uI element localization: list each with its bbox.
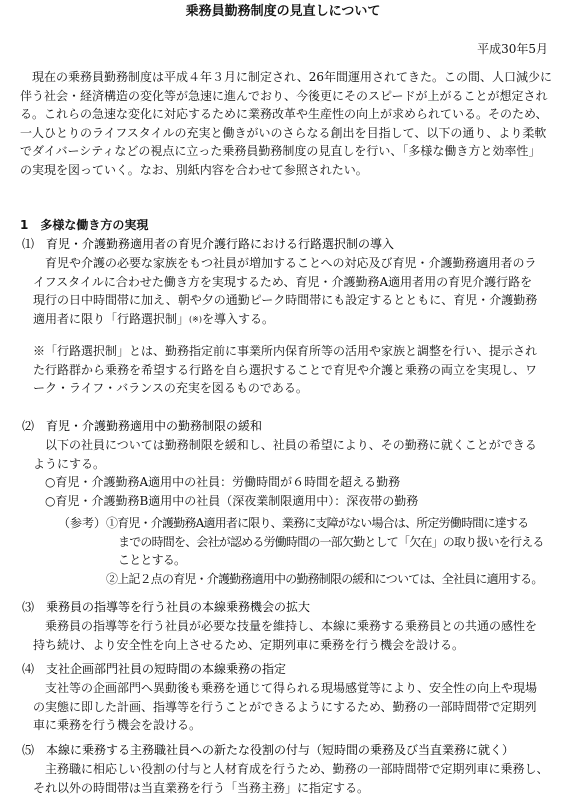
intro-line: でダイバーシティなどの視点に立った乗務員勤務制度の見直しを行い、「多様な働き方と効率性」 [20,144,541,159]
reference-line: までの時間を、会社が認める労働時間の一部欠勤として「欠在」の取り扱いを行える [118,534,544,549]
intro-line: 伴う社会・経済構造の変化等が急速に進んでおり、今後更にそのスピードが上がることが想定され [20,88,548,103]
item-heading-2: ⑵ 育児・介護勤務適用中の勤務制限の緩和 [22,419,263,433]
document-title: 乗務員勤務制度の見直しについて [185,4,381,19]
intro-line: の実現を図っていく。なお、別紙内容を合わせて参照されたい。 [20,162,368,177]
item-heading-5: ⑸ 本線に乗務する主務職社員への新たな役割の付与（短時間の乗務及び当直業務に就く） [22,743,515,757]
body-line: それ以外の時間帯は当直業務を行う「当務主務」に指定する。 [33,780,370,795]
item-body-1 [33,254,537,328]
note-line: た行路群から乗務を希望する行路を自ら選択することで育児や介護と乗務の両立を実現し、ワ [33,362,538,377]
document-date: 平成30年5月 [477,42,548,56]
body-line: 持ち続け、より安全性を向上させるため、定期列車に乗務を行う機会を設ける。 [33,637,465,652]
body-line: 主務職に相応しい役割の付与と人材育成を行うため、勤務の一部時間帯で定期列車に乗務し、 [45,762,549,776]
body-text: 適用者に限り「行路選択制」 [33,311,190,326]
bullet-list [45,473,418,510]
item-body-4 [33,679,537,735]
intro-line: 現在の乗務員勤務制度は平成４年３月に制定され、26年間運用されてきた。この間、人口減少に [32,70,552,84]
note-line: ※「行路選択制」とは、勤務指定前に事業所内保育所等の活用や家族と調整を行い、提示され [33,344,538,358]
item-heading-4: ⑷ 支社企画部門社員の短時間の本線乗務の指定 [22,662,287,676]
body-text: を導入する。 [201,311,274,326]
body-line [33,310,537,329]
body-line: の実態に即した計画、指導等を行うことができるようにするため、勤務の一部時間帯で定期列 [33,699,537,714]
reference-line: ①育児・介護勤務A適用者に限り、業務に支障がない場合は、所定労働時間に達する [106,516,529,530]
item-body-5 [33,760,549,797]
note-line: ーク・ライフ・バランスの充実を図るものである。 [33,381,308,396]
note-mark: (※) [189,314,202,324]
bullet-item: ○育児・介護勤務B適用中の社員（深夜業制限適用中）：深夜帯の勤務 [45,493,419,508]
reference-block [58,514,558,590]
item-heading-3: ⑶ 乗務員の指導等を行う社員の本線乗務機会の拡大 [22,600,311,614]
intro-paragraph [20,68,552,180]
section-heading: 1 多様な働き方の実現 [20,218,149,232]
item-heading-1: ⑴ 育児・介護勤務適用者の育児介護行路における行路選択制の導入 [22,237,395,251]
bullet-item: ○育児・介護勤務A適用中の社員：労働時間が６時間を超える勤務 [45,475,401,489]
reference-line: こととする。 [118,553,186,568]
item-body-2 [33,436,537,473]
body-line: ようにする。 [33,456,106,471]
body-line: 乗務員の指導等を行う社員が必要な技量を維持し、本線に乗務する乗務員との共通の感性を [45,619,538,633]
reference-line: ②上記２点の育児・介護勤務適用中の勤務制限の緩和については、全社員に適用する。 [106,571,543,586]
body-line: 支社等の企画部門へ異動後も乗務を通じて得られる現場感覚等により、安全性の向上や現場 [45,681,538,695]
intro-line: る。これらの急速な変化に対応するために業務改革や生産性の向上が求められている。そのため、 [20,107,548,122]
body-line: 育児や介護の必要な家族をもつ社員が増加することへの対応及び育児・介護勤務適用者のラ [45,256,537,270]
body-line: 以下の社員については勤務制限を緩和し、社員の希望により、その勤務に就くことができる [45,438,537,452]
body-line: イフスタイルに合わせた働き方を実現するため、育児・介護勤務A適用者用の育児介護行路を [33,274,533,289]
reference-label: （参考） [58,516,107,530]
reference-items [106,514,544,588]
intro-line: 一人ひとりのライフスタイルの充実と働きがいのさらなる創出を目指して、以下の通り、より柔軟 [20,125,547,140]
item-body-3 [33,617,537,654]
item-note-1 [33,342,537,398]
body-line: 車に乗務を行う機会を設ける。 [33,718,202,733]
body-line: 現行の日中時間帯に加え、朝や夕の通勤ピーク時間帯にも設定するとともに、育児・介護勤務 [33,293,538,308]
